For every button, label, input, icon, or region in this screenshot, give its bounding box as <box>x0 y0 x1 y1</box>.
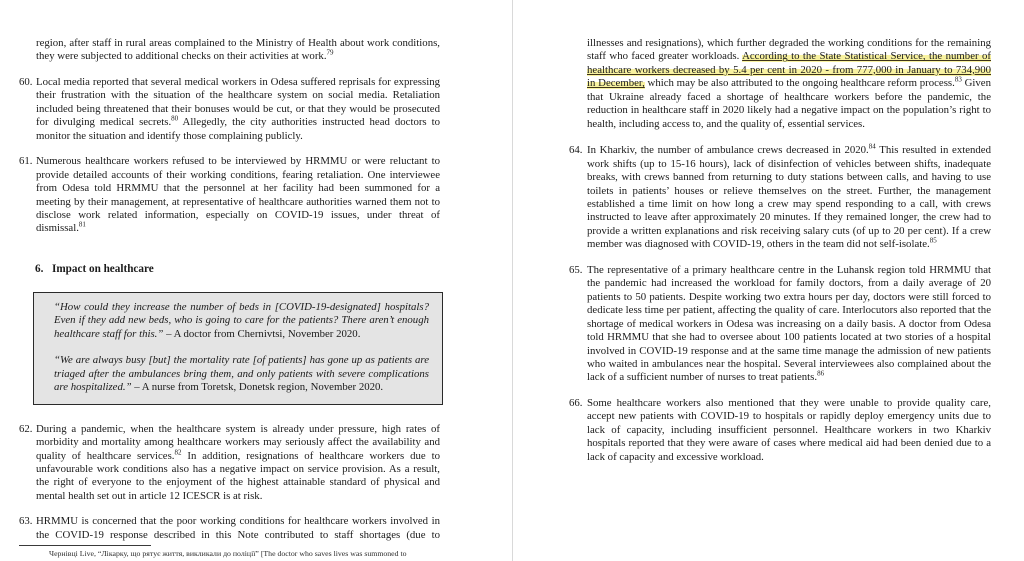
paragraph-number: 60. <box>19 75 33 88</box>
paragraph-text: In addition, resignations of healthcare workers due to unfavourable work conditions also has a negative impact on service provision. As a result, the right of everyone to the enjoyment of the highest attainable standard of physical and mental health set out in article 12 ICESCR is at risk. <box>36 449 440 502</box>
paragraph-62 <box>19 423 440 504</box>
paragraph-text: Some healthcare workers also mentioned that they were unable to provide quality care, accept new patients with COVID-19 to hospitals or rapidly deploy emergency units due to lack of capacity, including insufficient personnel. Healthcare workers in two Kharkiv hospitals reported that they were aware of cases where medical aid had been denied due to a lack of capacity and excessive workload. <box>587 396 991 463</box>
footnote-separator-rule <box>19 545 151 546</box>
quote-attribution: – A nurse from Toretsk, Donetsk region, November 2020. <box>131 381 384 394</box>
paragraph-text: During a pandemic, when the healthcare system is already under pressure, high rates of morbidity and mortality among healthcare workers may seriously affect the availability and quality of healthcare services. <box>36 422 440 462</box>
footnote-ref-79: 79 <box>326 48 334 57</box>
paragraph-65 <box>569 264 991 385</box>
paragraph-text: This resulted in extended work shifts (up to 15-16 hours), lack of disinfection of vehicles between shifts, inadequate breaks, with crews banned from returning to duty stations between calls, and having to use toilets in patients’ houses or relieve themselves on the street. Further, the management established a time limit on how long a crew may spend responding to a call, with crews instructed to leave after approximately 20 minutes. If they remained longer, the crew had to provide a written explanations and risk receiving salary cuts (of up to 20 per cent). If a crew member was diagnosed with COVID-19, others in the team did not self-isolate. <box>587 144 991 251</box>
paragraph-60 <box>19 76 440 143</box>
paragraph-number: 66. <box>569 396 583 409</box>
paragraph-text: Numerous healthcare workers refused to be interviewed by HRMMU or were reluctant to provide detailed accounts of their working conditions, fearing retaliation. One interviewee from Odesa told HRMMU that the personnel at her facility had been summoned for a meeting by their management, at representative of healthcare authorities warned them not to disclose work related information, especially on COVID-19 issues, under threat of dismissal. <box>36 155 440 235</box>
quote-box <box>33 292 443 405</box>
paragraph-number: 61. <box>19 155 33 168</box>
paragraph-63-continuation <box>569 37 991 131</box>
paragraph-text: illnesses and resignations), which further degraded the working conditions for the remaining staff who faced greater workloads. <box>587 37 991 63</box>
footnote-ref-85: 85 <box>929 236 937 245</box>
footnote-area <box>19 545 440 559</box>
page-right <box>512 0 1024 561</box>
paragraph-text: which may be also attributed to the ongoing healthcare reform process. <box>644 77 955 90</box>
paragraph-66 <box>569 397 991 464</box>
quote-text: “We are always busy [but] the mortality rate [of patients] has gone up as patients are triaged after the ambulances bring them, and only patients with severe complications are hospitalized.” <box>54 354 429 394</box>
paragraph-number: 65. <box>569 263 583 276</box>
quote-attribution: – A doctor from Chernivtsi, November 2020. <box>163 327 361 340</box>
footnote-ref-82: 82 <box>174 447 182 456</box>
paragraph-text: HRMMU is concerned that the poor working conditions for healthcare workers involved in the COVID-19 response described in this Note contributed to staff shortages (due to <box>36 515 440 541</box>
paragraph-text: In Kharkiv, the number of ambulance crews decreased in 2020. <box>587 144 869 157</box>
section-heading-impact-on-healthcare <box>19 262 440 276</box>
page-right-content <box>569 37 991 476</box>
page-left-content <box>19 37 440 554</box>
footnote-text: Чернівці Live, “Лікарку, що рятує життя, викликали до поліції” [The doctor who saves lives was summoned to <box>49 549 407 558</box>
paragraph-text: region, after staff in rural areas complained to the Ministry of Health about work conditions, they were subjected to additional checks on their activities at work. <box>36 37 440 63</box>
quote-doctor-chernivtsi <box>54 301 429 341</box>
paragraph-number: 62. <box>19 422 33 435</box>
section-title: Impact on healthcare <box>52 262 154 275</box>
paragraph-text: The representative of a primary healthcare centre in the Luhansk region told HRMMU that the pandemic had increased the workload for family doctors, from a daily average of 20 patients to 50 patients. Despite working two extra hours per day, doctors were still forced to dedicate less time per patient, affecting the quality of care. Interlocutors also reported that the shortage of medical workers in Odesa was increasing on a daily basis. A doctor from Odesa told HRMMU that she had to oversee about 100 patients located at two stories of a hospital involved in COVID-19 response and at the same time manage the admission of new patients who waited in ambulances near the hospital. Several interviewees also complained about the lack of a sufficient number of nurses to treat patients. <box>587 263 991 384</box>
footnote-ref-83: 83 <box>954 75 962 84</box>
paragraph-63 <box>19 515 440 542</box>
paragraph-text: Given that Ukraine already faced a shortage of healthcare workers before the pandemic, the reduction in healthcare staff in 2020 likely had a negative impact on the population’s right to health, including access to, and the quality of, essential services. <box>587 77 991 130</box>
footnote-ref-86: 86 <box>817 369 825 378</box>
footnote-ref-80: 80 <box>171 114 179 123</box>
footnote-ref-81: 81 <box>78 220 86 229</box>
paragraph-61 <box>19 155 440 236</box>
quote-nurse-toretsk <box>54 354 429 394</box>
paragraph-59-continuation <box>19 37 440 64</box>
paragraph-text: Local media reported that several medical workers in Odesa suffered reprisals for expressing their frustration with the situation of the healthcare system on social media. Retaliation included being threatened that their bonuses would be cut, or that they would be prosecuted for divulging medical secrets. <box>36 75 440 129</box>
paragraph-64 <box>569 144 991 252</box>
footnote-ref-84: 84 <box>868 142 876 151</box>
section-number: 6. <box>35 262 44 275</box>
quote-text: “How could they increase the number of beds in [COVID-19-designated] hospitals? Even if they add new beds, who is going to care for the patients? There aren’t enough healthcare staff for this.” <box>54 300 429 340</box>
paragraph-text: Allegedly, the city authorities instructed head doctors to monitor the situation and identify those complaining publicly. <box>36 116 441 142</box>
paragraph-number: 64. <box>569 144 583 157</box>
highlighted-text: According to the State Statistical Service, the number of healthcare workers decreased by 5.4 per cent in 2020 - from 777,000 in January to 734,900 in December, <box>587 50 991 90</box>
paragraph-number: 63. <box>19 515 33 528</box>
